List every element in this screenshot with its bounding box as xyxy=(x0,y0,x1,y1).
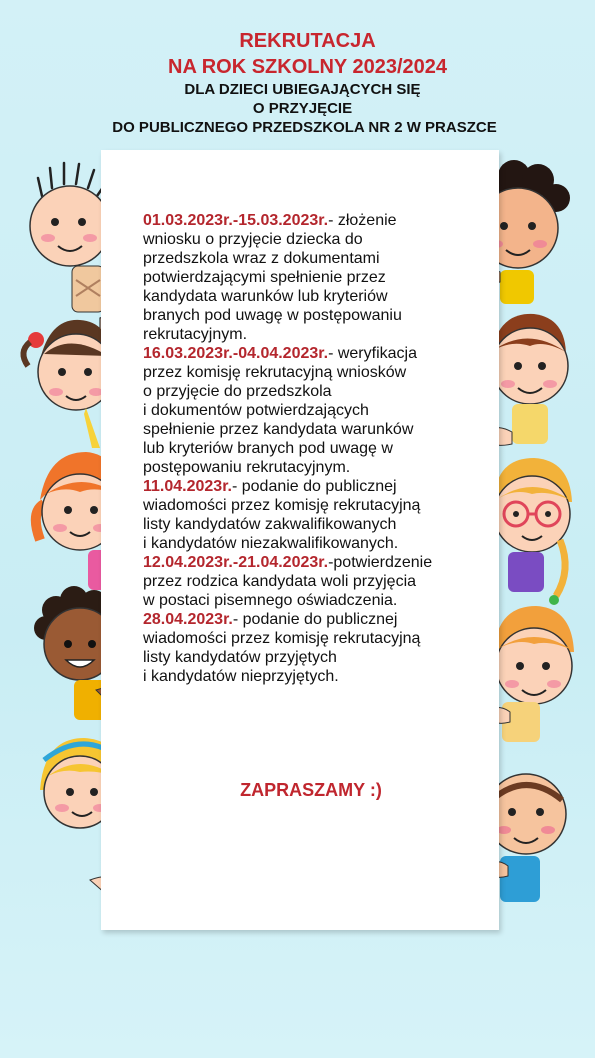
schedule-item-2: 16.03.2023r.-04.04.2023r.- weryfikacja przez komisję rekrutacyjną wniosków o przyjęcie do przedszkola i dokumentów potwierdzających spełnienie przez kandydata warunków lub kryteriów branych pod uwagę w postępowaniu rekrutacyjnym. xyxy=(143,345,417,476)
schedule-item-4: 12.04.2023r.-21.04.2023r.-potwierdzenie przez rodzica kandydata woli przyjęcia w postaci pisemnego oświadczenia. xyxy=(143,554,433,609)
schedule-item-3: 11.04.2023r.- podanie do publicznej wiadomości przez komisję rekrutacyjną listy kandydatów zakwalifikowanych i kandydatów niezakwalifikowanych. xyxy=(143,478,421,552)
subtitle-line-1: DLA DZIECI UBIEGAJĄCYCH SIĘ xyxy=(184,81,421,98)
title-line-1: REKRUTACJA xyxy=(239,30,376,52)
subtitle-line-3: DO PUBLICZNEGO PRZEDSZKOLA NR 2 W PRASZCE xyxy=(112,119,497,136)
schedule-date: 11.04.2023r. xyxy=(143,478,232,495)
schedule xyxy=(143,211,493,686)
header xyxy=(0,28,595,137)
schedule-item-1: 01.03.2023r.-15.03.2023r.- złożenie wniosku o przyjęcie dziecka do przedszkola wraz z dokumentami potwierdzającymi spełnienie przez kandydata warunków lub kryteriów branych pod uwagę w postępowaniu rekrutacyjnym. xyxy=(143,212,402,343)
subtitle-line-2: O PRZYJĘCIE xyxy=(252,100,353,117)
schedule-date: 16.03.2023r.-04.04.2023r. xyxy=(143,345,329,362)
schedule-date: 01.03.2023r.-15.03.2023r. xyxy=(143,212,329,229)
schedule-date: 28.04.2023r. xyxy=(143,611,233,628)
closing-invitation: ZAPRASZAMY :) xyxy=(240,780,382,800)
child-right-3-icon xyxy=(494,458,572,605)
schedule-item-5: 28.04.2023r.- podanie do publicznej wiadomości przez komisję rekrutacyjną listy kandydatów przyjętych i kandydatów nieprzyjętych. xyxy=(143,611,421,685)
schedule-date: 12.04.2023r.-21.04.2023r. xyxy=(143,554,329,571)
title-line-2: NA ROK SZKOLNY 2023/2024 xyxy=(168,56,447,78)
